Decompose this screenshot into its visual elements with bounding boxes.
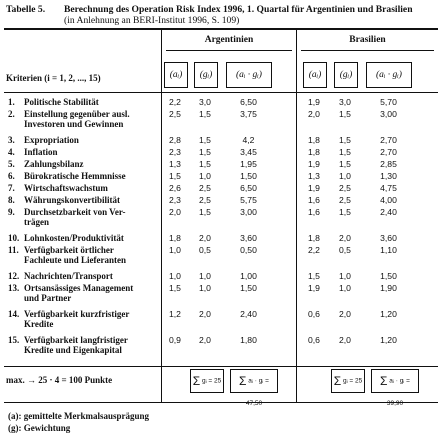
cell-aa: 1,2 (169, 309, 181, 319)
cell-ab: 0,6 (308, 309, 320, 319)
top-rule (4, 28, 438, 30)
row-number: 15. (8, 335, 20, 345)
cell-pb: 1,20 (380, 335, 397, 345)
cell-pa: 1,80 (240, 335, 257, 345)
cell-ab: 1,8 (308, 147, 320, 157)
table-label: Tabelle 5. (6, 4, 46, 15)
criterion-label-line: Inflation (24, 147, 58, 157)
row-number: 12. (8, 271, 20, 281)
cell-ab: 1,3 (308, 171, 320, 181)
cell-ab: 0,6 (308, 335, 320, 345)
cell-pa: 2,40 (240, 309, 257, 319)
cell-pb: 4,00 (380, 195, 397, 205)
brazil-underline (301, 50, 434, 51)
cell-pa: 1,50 (240, 283, 257, 293)
cell-gb: 1,5 (339, 159, 351, 169)
body-rule (4, 366, 438, 367)
criterion-label (24, 309, 164, 329)
cell-gb: 1,5 (339, 147, 351, 157)
cell-gb: 1,5 (339, 135, 351, 145)
cell-ab: 2,0 (308, 109, 320, 119)
criterion-label-line: Kredite und Eigenkapital (24, 345, 122, 355)
summary-label: max. → 25 · 4 = 100 Punkte (6, 375, 113, 385)
col-header-ag-brazil: (aᵢ · gᵢ) (366, 62, 412, 88)
row-number: 8. (8, 195, 15, 205)
criterion-label (24, 195, 164, 205)
criterion-label-line: Politische Stabilität (24, 97, 99, 107)
col-header-g-brazil: (gᵢ) (334, 62, 358, 88)
cell-aa: 1,3 (169, 159, 181, 169)
criterion-label (24, 283, 164, 303)
cell-ga: 1,0 (199, 171, 211, 181)
cell-pb: 2,40 (380, 207, 397, 217)
cell-ga: 1,5 (199, 147, 211, 157)
cell-gb: 2,5 (339, 183, 351, 193)
cell-ga: 0,5 (199, 245, 211, 255)
cell-aa: 0,9 (169, 335, 181, 345)
cell-pa: 4,2 (242, 135, 255, 145)
cell-ab: 1,9 (308, 97, 320, 107)
row-number: 14. (8, 309, 20, 319)
cell-ga: 2,5 (199, 195, 211, 205)
criterion-label-line: Expropriation (24, 135, 79, 145)
cell-aa: 2,5 (169, 109, 181, 119)
cell-ga: 1,0 (199, 283, 211, 293)
col-header-ag-argentina: (aᵢ · gᵢ) (226, 62, 272, 88)
cell-pb: 1,30 (380, 171, 397, 181)
cell-gb: 1,5 (339, 207, 351, 217)
cell-gb: 3,0 (339, 97, 351, 107)
cell-gb: 1,0 (339, 271, 351, 281)
cell-pa: 6,50 (240, 183, 257, 193)
cell-pa: 3,75 (240, 109, 257, 119)
cell-ga: 2,5 (199, 183, 211, 193)
title-line-2: (in Anlehnung an BERI-Institut 1996, S. 109) (64, 15, 240, 26)
cell-ab: 1,9 (308, 183, 320, 193)
criterion-label-line: Verfügbarkeit örtlicher (24, 245, 114, 255)
sum-g-argentina (190, 369, 224, 393)
cell-ga: 2,0 (199, 233, 211, 243)
group-header-brazil: Brasilien (349, 35, 386, 45)
cell-pa: 1,50 (240, 171, 257, 181)
sum-g-argentina-text: gᵢ = 25 (201, 377, 222, 385)
sum-g-brazil-text: gᵢ = 25 (342, 377, 363, 385)
criterion-label (24, 271, 164, 281)
col-header-g-argentina: (gᵢ) (194, 62, 218, 88)
cell-pb: 2,70 (380, 135, 397, 145)
cell-aa: 1,5 (169, 283, 181, 293)
sum-ag-argentina-text: aᵢ · gᵢ = 47,50 (245, 377, 269, 407)
cell-aa: 2,8 (169, 135, 181, 145)
cell-ab: 1,5 (308, 271, 320, 281)
criterion-label-line: Fachleute und Lieferanten (24, 255, 126, 265)
cell-pb: 4,75 (380, 183, 397, 193)
sum-ag-argentina (230, 369, 278, 407)
criterion-label-line: Wirtschaftswachstum (24, 183, 108, 193)
cell-ab: 1,6 (308, 207, 320, 217)
cell-aa: 1,0 (169, 271, 181, 281)
row-number: 11. (8, 245, 19, 255)
cell-pa: 0,50 (240, 245, 257, 255)
cell-ga: 2,0 (199, 309, 211, 319)
cell-ga: 1,5 (199, 135, 211, 145)
cell-ga: 3,0 (199, 97, 211, 107)
argentina-underline (166, 50, 292, 51)
row-number: 9. (8, 207, 15, 217)
legend-a: (a): gemittelte Merkmalsausprägung (8, 411, 149, 421)
row-number: 5. (8, 159, 15, 169)
col-header-a-argentina: (aᵢ) (164, 62, 188, 88)
cell-aa: 2,3 (169, 147, 181, 157)
cell-aa: 1,0 (169, 245, 181, 255)
cell-gb: 2,0 (339, 335, 351, 345)
criterion-label-line: Einstellung gegenüber ausl. (24, 109, 130, 119)
cell-ab: 1,8 (308, 135, 320, 145)
row-number: 2. (8, 109, 15, 119)
cell-pb: 2,70 (380, 147, 397, 157)
criterion-label-line: Währungskonvertibilität (24, 195, 121, 205)
row-number: 4. (8, 147, 15, 157)
cell-ga: 1,5 (199, 109, 211, 119)
cell-ab: 1,9 (308, 159, 320, 169)
criterion-label-line: Verfügbarkeit kurzfristiger (24, 309, 130, 319)
cell-pa: 1,00 (240, 271, 257, 281)
criterion-label-line: Verfügbarkeit langfristiger (24, 335, 128, 345)
cell-pa: 6,50 (240, 97, 257, 107)
cell-gb: 1,5 (339, 109, 351, 119)
criterion-label (24, 207, 164, 227)
criterion-label-line: Nachrichten/Transport (24, 271, 113, 281)
criterion-label-line: und Partner (24, 293, 72, 303)
row-number: 7. (8, 183, 15, 193)
cell-aa: 2,2 (169, 97, 181, 107)
cell-pb: 1,50 (380, 271, 397, 281)
col-header-a-brazil: (aᵢ) (303, 62, 327, 88)
cell-pb: 2,85 (380, 159, 397, 169)
cell-ga: 1,0 (199, 271, 211, 281)
criterion-label (24, 245, 164, 265)
cell-pa: 3,00 (240, 207, 257, 217)
criterion-label (24, 147, 164, 157)
cell-pb: 3,00 (380, 109, 397, 119)
criterion-label (24, 109, 164, 129)
header-rule (4, 92, 438, 93)
title-line-1: Berechnung des Operation Risk Index 1996, 1. Quartal für Argentinien und Brasilien (64, 4, 413, 15)
criterion-label-line: Kredite (24, 319, 54, 329)
sigma-icon: Σ (239, 374, 247, 388)
cell-ga: 1,5 (199, 207, 211, 217)
cell-aa: 2,6 (169, 183, 181, 193)
cell-ab: 2,2 (308, 245, 320, 255)
criterion-label (24, 335, 164, 355)
criterion-label-line: Lohnkosten/Produktivität (24, 233, 124, 243)
criterion-label-line: Bürokratische Hemmnisse (24, 171, 126, 181)
row-number: 3. (8, 135, 15, 145)
cell-aa: 1,8 (169, 233, 181, 243)
criterion-label-line: trägen (24, 217, 49, 227)
cell-ab: 1,8 (308, 233, 320, 243)
row-number: 1. (8, 97, 15, 107)
cell-gb: 2,5 (339, 195, 351, 205)
row-number: 10. (8, 233, 20, 243)
criterion-label (24, 135, 164, 145)
sigma-icon: Σ (380, 374, 388, 388)
bottom-rule (4, 402, 438, 403)
cell-gb: 0,5 (339, 245, 351, 255)
cell-aa: 2,3 (169, 195, 181, 205)
criterion-label-line: Ortsansässiges Management (24, 283, 134, 293)
cell-pb: 1,90 (380, 283, 397, 293)
sum-ag-brazil-text: aᵢ · gᵢ = 39,90 (386, 377, 410, 407)
sigma-icon: Σ (192, 374, 201, 388)
cell-ab: 1,9 (308, 283, 320, 293)
cell-pa: 3,45 (240, 147, 257, 157)
criterion-label-line: Investoren und Gewinnen (24, 119, 124, 129)
cell-aa: 1,5 (169, 171, 181, 181)
sigma-icon: Σ (333, 374, 342, 388)
criterion-label (24, 183, 164, 193)
cell-ga: 1,5 (199, 159, 211, 169)
criteria-header: Kriterien (i = 1, 2, ..., 15) (6, 73, 101, 83)
cell-pa: 1,95 (240, 159, 257, 169)
row-number: 6. (8, 171, 15, 181)
cell-gb: 2,0 (339, 309, 351, 319)
sum-g-brazil (331, 369, 365, 393)
group-header-argentina: Argentinien (204, 35, 254, 45)
cell-gb: 1,0 (339, 171, 351, 181)
cell-pa: 5,75 (240, 195, 257, 205)
cell-pa: 3,60 (240, 233, 257, 243)
separator-countries (296, 28, 297, 402)
cell-ga: 2,0 (199, 335, 211, 345)
criterion-label (24, 97, 164, 107)
cell-ab: 1,6 (308, 195, 320, 205)
criterion-label (24, 159, 164, 169)
cell-aa: 2,0 (169, 207, 181, 217)
cell-pb: 5,70 (380, 97, 397, 107)
cell-pb: 1,10 (380, 245, 397, 255)
cell-gb: 1,0 (339, 283, 351, 293)
criterion-label-line: Durchsetzbarkeit von Ver- (24, 207, 126, 217)
sum-ag-brazil (371, 369, 419, 407)
cell-gb: 2,0 (339, 233, 351, 243)
criterion-label (24, 233, 164, 243)
criterion-label-line: Zahlungsbilanz (24, 159, 84, 169)
cell-pb: 1,20 (380, 309, 397, 319)
row-number: 13. (8, 283, 20, 293)
table-title (64, 4, 438, 26)
criterion-label (24, 171, 164, 181)
legend-g: (g): Gewichtung (8, 423, 71, 433)
cell-pb: 3,60 (380, 233, 397, 243)
